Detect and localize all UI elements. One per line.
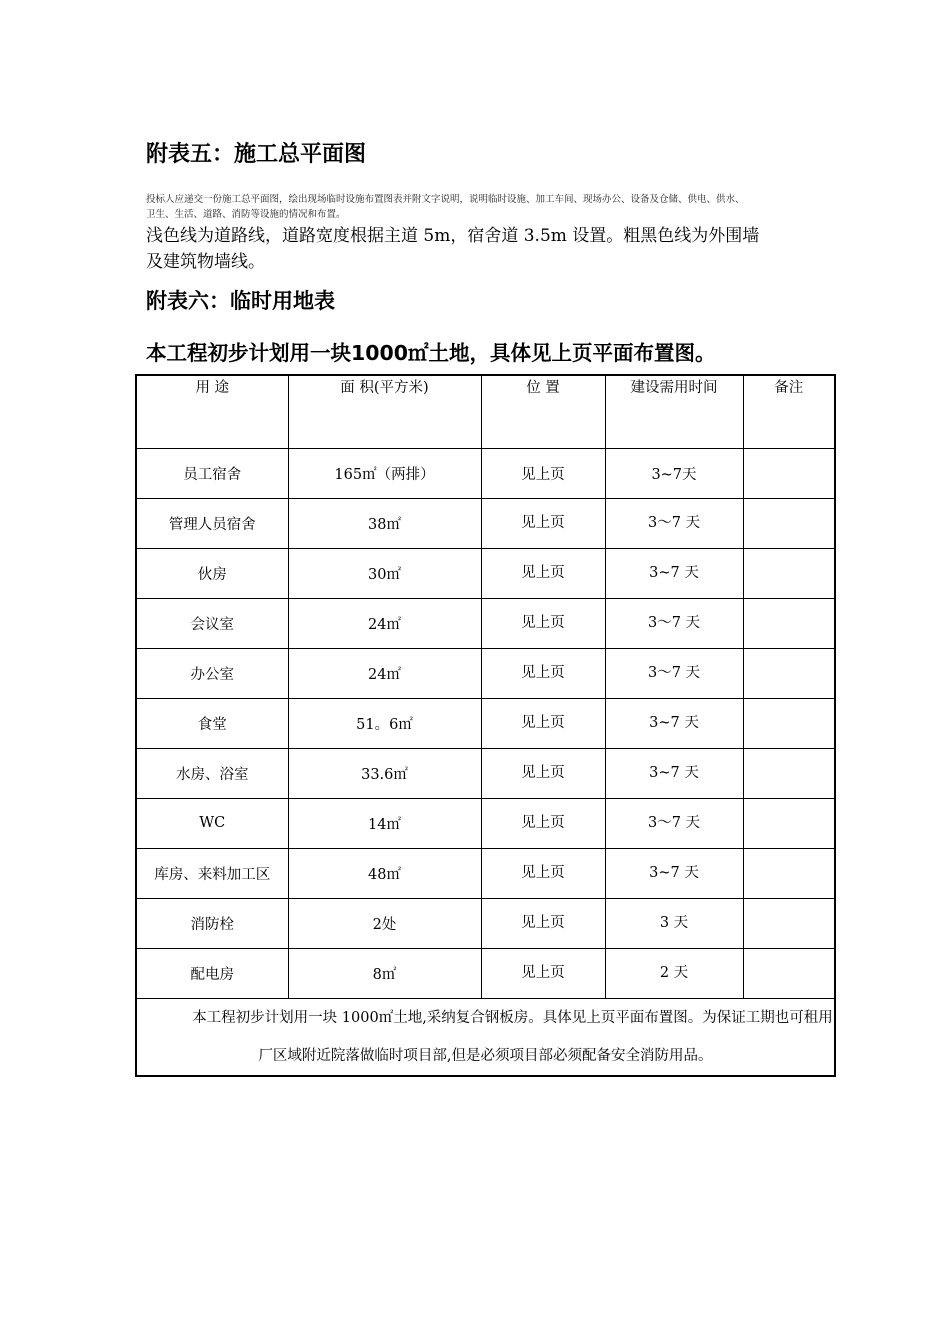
cell-area: 51。6㎡ xyxy=(288,698,481,748)
body-line-2: 及建筑物墙线。 xyxy=(146,252,265,272)
table-note: 本工程初步计划用一块 1000㎡土地,采纳复合钢板房。具体见上页平面布置图。为保证工期也可租用厂区域附近院落做临时项目部,但是必须项目部必须配备安全消防用品。 xyxy=(136,998,835,1076)
cell-use: 会议室 xyxy=(136,598,288,648)
cell-remark xyxy=(743,448,835,498)
cell-area: 14㎡ xyxy=(288,798,481,848)
cell-location: 见上页 xyxy=(481,898,605,948)
cell-area: 24㎡ xyxy=(288,598,481,648)
instruction-line-1: 投标人应递交一份施工总平面图，绘出现场临时设施布置图表并附文字说明，说明临时设施、加工车间、现场办公、设备及仓储、供电、供水、 xyxy=(146,194,745,205)
cell-area: 30㎡ xyxy=(288,548,481,598)
cell-area: 24㎡ xyxy=(288,648,481,698)
header-cell-area: 面 积(平方米) xyxy=(288,375,481,448)
cell-time: 3～7 天 xyxy=(605,498,743,548)
cell-time: 3 天 xyxy=(605,898,743,948)
cell-remark xyxy=(743,598,835,648)
table-row xyxy=(136,448,835,498)
cell-area: 33.6㎡ xyxy=(288,748,481,798)
cell-area: 8㎡ xyxy=(288,948,481,998)
cell-area: 2处 xyxy=(288,898,481,948)
cell-time: 3~7 天 xyxy=(605,548,743,598)
instruction-line-2: 卫生、生活、道路、消防等设施的情况和布置。 xyxy=(146,209,346,220)
cell-location: 见上页 xyxy=(481,948,605,998)
cell-remark xyxy=(743,548,835,598)
header-cell-location: 位 置 xyxy=(481,375,605,448)
header-cell-remark: 备注 xyxy=(743,375,835,448)
cell-location: 见上页 xyxy=(481,448,605,498)
cell-use: 消防栓 xyxy=(136,898,288,948)
cell-remark xyxy=(743,798,835,848)
cell-time: 2 天 xyxy=(605,948,743,998)
cell-area: 48㎡ xyxy=(288,848,481,898)
cell-remark xyxy=(743,648,835,698)
table-row xyxy=(136,898,835,948)
cell-time: 3～7 天 xyxy=(605,598,743,648)
cell-area: 165㎡（两排） xyxy=(288,448,481,498)
cell-location: 见上页 xyxy=(481,848,605,898)
cell-location: 见上页 xyxy=(481,698,605,748)
header-cell-time: 建设需用时间 xyxy=(605,375,743,448)
body-line-1: 浅色线为道路线，道路宽度根据主道 5m，宿舍道 3.5m 设置。粗黑色线为外围墙 xyxy=(146,226,760,246)
cell-remark xyxy=(743,748,835,798)
cell-time: 3～7 天 xyxy=(605,798,743,848)
cell-remark xyxy=(743,848,835,898)
cell-use: 库房、来料加工区 xyxy=(136,848,288,898)
cell-use: WC xyxy=(136,798,288,848)
table-row xyxy=(136,648,835,698)
cell-location: 见上页 xyxy=(481,648,605,698)
cell-location: 见上页 xyxy=(481,748,605,798)
table-row xyxy=(136,748,835,798)
section6-subtitle: 本工程初步计划用一块1000㎡土地，具体见上页平面布置图。 xyxy=(146,341,716,365)
cell-use: 配电房 xyxy=(136,948,288,998)
cell-time: 3~7 天 xyxy=(605,748,743,798)
section5-instruction xyxy=(146,192,826,222)
cell-remark xyxy=(743,698,835,748)
cell-time: 3~7天 xyxy=(605,448,743,498)
cell-use: 办公室 xyxy=(136,648,288,698)
table-row xyxy=(136,848,835,898)
cell-area: 38㎡ xyxy=(288,498,481,548)
cell-remark xyxy=(743,498,835,548)
cell-location: 见上页 xyxy=(481,498,605,548)
table-row xyxy=(136,548,835,598)
table-row xyxy=(136,798,835,848)
cell-time: 3～7 天 xyxy=(605,648,743,698)
cell-use: 食堂 xyxy=(136,698,288,748)
cell-remark xyxy=(743,948,835,998)
table-row xyxy=(136,698,835,748)
table-note-row xyxy=(136,998,835,1076)
table-row xyxy=(136,598,835,648)
cell-location: 见上页 xyxy=(481,798,605,848)
table-row xyxy=(136,948,835,998)
table-header-row xyxy=(136,375,835,448)
cell-location: 见上页 xyxy=(481,598,605,648)
cell-use: 伙房 xyxy=(136,548,288,598)
cell-remark xyxy=(743,898,835,948)
header-cell-use: 用 途 xyxy=(136,375,288,448)
cell-time: 3~7 天 xyxy=(605,848,743,898)
section5-body xyxy=(146,223,836,275)
cell-use: 管理人员宿舍 xyxy=(136,498,288,548)
cell-time: 3~7 天 xyxy=(605,698,743,748)
section6-title: 附表六：临时用地表 xyxy=(146,289,335,313)
table-row xyxy=(136,498,835,548)
cell-use: 水房、浴室 xyxy=(136,748,288,798)
section5-title: 附表五：施工总平面图 xyxy=(146,142,367,167)
land-use-table xyxy=(135,374,836,1077)
cell-location: 见上页 xyxy=(481,548,605,598)
cell-use: 员工宿舍 xyxy=(136,448,288,498)
